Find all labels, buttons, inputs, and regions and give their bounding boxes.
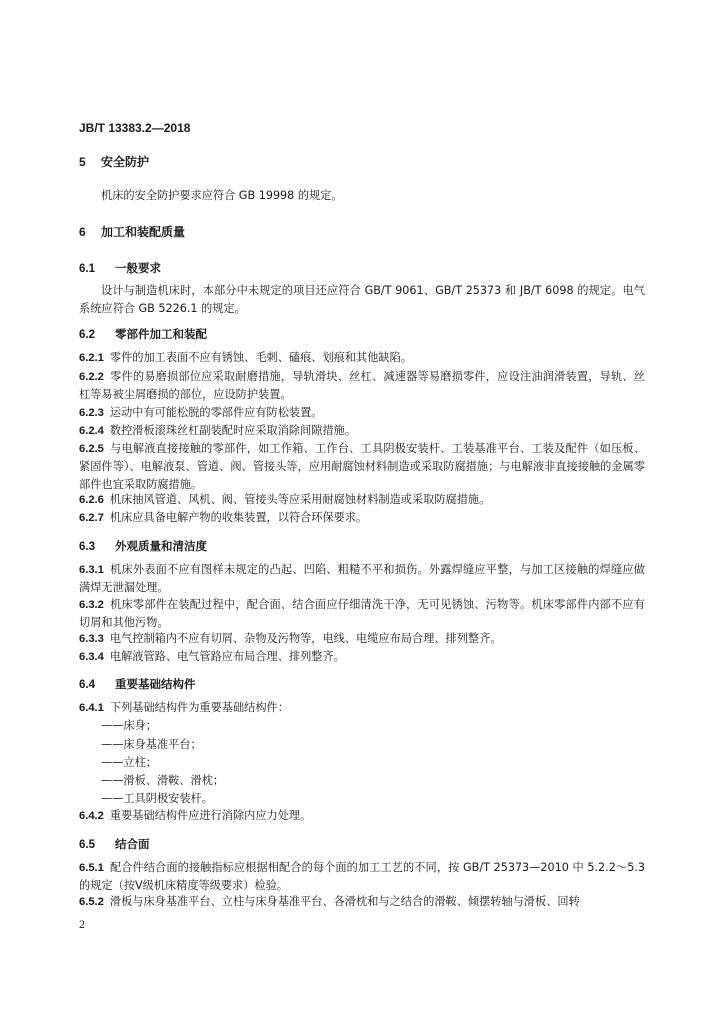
section-title: 安全防护 bbox=[101, 155, 150, 169]
clause-text: 机床抽风管道、风机、阀、管接头等应采用耐腐蚀材料制造或采取防腐措施。 bbox=[109, 493, 491, 506]
subsection-number: 6.5 bbox=[79, 839, 95, 851]
clause-number: 6.3.1 bbox=[79, 564, 104, 576]
clause-number: 6.3.2 bbox=[79, 599, 104, 611]
subsection-title: 一般要求 bbox=[115, 261, 161, 275]
section-heading-6 bbox=[79, 223, 185, 240]
subsection-heading-6-3 bbox=[79, 538, 207, 554]
subsection-6-1-body: 设计与制造机床时，本部分中未规定的项目还应符合 GB/T 9061、GB/T 25373 和 JB/T 6098 的规定。电气系统应符合 GB 5226.1 的规定。 bbox=[79, 284, 645, 315]
clause-number: 6.4.1 bbox=[79, 702, 104, 714]
clause-text: 电解液管路、电气管路应布局合理、排列整齐。 bbox=[109, 650, 345, 663]
clause-number: 6.3.3 bbox=[79, 633, 104, 645]
clause-6-2-4 bbox=[79, 422, 645, 440]
clause-6-4-1 bbox=[79, 699, 645, 717]
clause-number: 6.2.2 bbox=[79, 371, 104, 383]
subsection-title: 结合面 bbox=[115, 837, 150, 851]
subsection-heading-6-2 bbox=[79, 326, 207, 342]
subsection-number: 6.3 bbox=[79, 541, 95, 553]
clause-6-2-2 bbox=[79, 368, 645, 404]
clause-number: 6.4.2 bbox=[79, 810, 104, 822]
clause-number: 6.5.2 bbox=[79, 896, 104, 908]
clause-6-5-2 bbox=[79, 893, 645, 911]
clause-number: 6.2.1 bbox=[79, 352, 104, 364]
clause-number: 6.2.6 bbox=[79, 494, 104, 506]
clause-number: 6.2.5 bbox=[79, 443, 104, 455]
clause-text: 配合件结合面的接触指标应根据相配合的每个面的加工工艺的不同，按 GB/T 25373—2010 中 5.2.2～5.3 的规定（按Ⅴ级机床精度等级要求）检验。 bbox=[79, 861, 645, 892]
section-title: 加工和装配质量 bbox=[101, 225, 186, 239]
clause-text: 机床应具备电解产物的收集装置，以符合环保要求。 bbox=[109, 511, 368, 524]
clause-text: 电气控制箱内不应有切屑、杂物及污物等，电线、电缆应布局合理、排列整齐。 bbox=[109, 632, 502, 645]
list-item: ——立柱； bbox=[101, 756, 157, 769]
subsection-number: 6.4 bbox=[79, 679, 95, 691]
list-item: ——床身基准平台； bbox=[101, 738, 202, 751]
subsection-title: 重要基础结构件 bbox=[115, 677, 196, 691]
clause-6-2-3 bbox=[79, 404, 645, 422]
clause-text: 运动中有可能松脱的零部件应有防松装置。 bbox=[109, 406, 323, 419]
subsection-number: 6.1 bbox=[79, 263, 95, 275]
clause-text: 与电解液直接接触的零部件，如工作箱、工作台、工具阴极安装杆、工装基准平台、工装及配件（如压板、紧固件等）、电解液泵、管道、阀、管接头等，应用耐腐蚀材料制造或采取防腐措施；与电解液非直接接触的金属零部件也宜采取防腐措施。 bbox=[79, 442, 645, 491]
section-number: 5 bbox=[79, 155, 86, 169]
clause-6-2-6 bbox=[79, 491, 645, 509]
list-item: ——滑板、滑鞍、滑枕； bbox=[101, 774, 225, 787]
list-item: ——床身； bbox=[101, 719, 157, 732]
clause-text: 机床零部件在装配过程中，配合面、结合面应仔细清洗干净，无可见锈蚀、污物等。机床零部件内部不应有切屑和其他污物。 bbox=[79, 598, 645, 629]
clause-6-4-2 bbox=[79, 807, 645, 825]
clause-number: 6.2.4 bbox=[79, 425, 104, 437]
clause-number: 6.2.3 bbox=[79, 407, 104, 419]
clause-6-3-3 bbox=[79, 630, 645, 648]
section-number: 6 bbox=[79, 225, 86, 239]
section-5-body: 机床的安全防护要求应符合 GB 19998 的规定。 bbox=[101, 189, 343, 202]
clause-text: 零件的易磨损部位应采取耐磨措施，导轨滑块、丝杠、减速器等易磨损零件，应设注油润滑装置，导轨、丝杠等易被尘屑磨损的部位，应设防护装置。 bbox=[79, 370, 645, 401]
clause-6-3-2 bbox=[79, 596, 645, 632]
subsection-heading-6-5 bbox=[79, 836, 150, 852]
clause-6-3-4 bbox=[79, 648, 645, 666]
clause-6-2-7 bbox=[79, 509, 645, 527]
clause-6-2-1 bbox=[79, 349, 645, 367]
subsection-title: 零部件加工和装配 bbox=[115, 327, 207, 341]
list-item: ——工具阴极安装杆。 bbox=[101, 792, 213, 805]
clause-number: 6.2.7 bbox=[79, 512, 104, 524]
clause-6-5-1 bbox=[79, 859, 645, 895]
section-heading-5 bbox=[79, 153, 149, 170]
clause-6-2-5 bbox=[79, 440, 645, 494]
clause-text: 机床外表面不应有图样未规定的凸起、凹陷、粗糙不平和损伤。外露焊缝应平整，与加工区接触的焊缝应做满焊无泄漏处理。 bbox=[79, 563, 645, 594]
subsection-title: 外观质量和清洁度 bbox=[115, 539, 207, 553]
subsection-heading-6-4 bbox=[79, 676, 196, 692]
clause-text: 零件的加工表面不应有锈蚀、毛刺、磕痕、划痕和其他缺陷。 bbox=[109, 351, 412, 364]
clause-text: 滑板与床身基准平台、立柱与床身基准平台、各滑枕和与之结合的滑鞍、倾摆转轴与滑板、回转 bbox=[109, 895, 580, 908]
clause-text: 下列基础结构件为重要基础结构件： bbox=[109, 701, 289, 714]
clause-number: 6.5.1 bbox=[79, 862, 104, 874]
clause-6-3-1 bbox=[79, 561, 645, 597]
subsection-heading-6-1 bbox=[79, 260, 161, 276]
page-number: 2 bbox=[79, 917, 85, 931]
clause-text: 重要基础结构件应进行消除内应力处理。 bbox=[109, 809, 312, 822]
standard-code: JB/T 13383.2—2018 bbox=[79, 121, 191, 135]
clause-text: 数控滑板滚珠丝杠副装配时应采取消除间隙措施。 bbox=[109, 424, 357, 437]
subsection-number: 6.2 bbox=[79, 329, 95, 341]
clause-number: 6.3.4 bbox=[79, 651, 104, 663]
